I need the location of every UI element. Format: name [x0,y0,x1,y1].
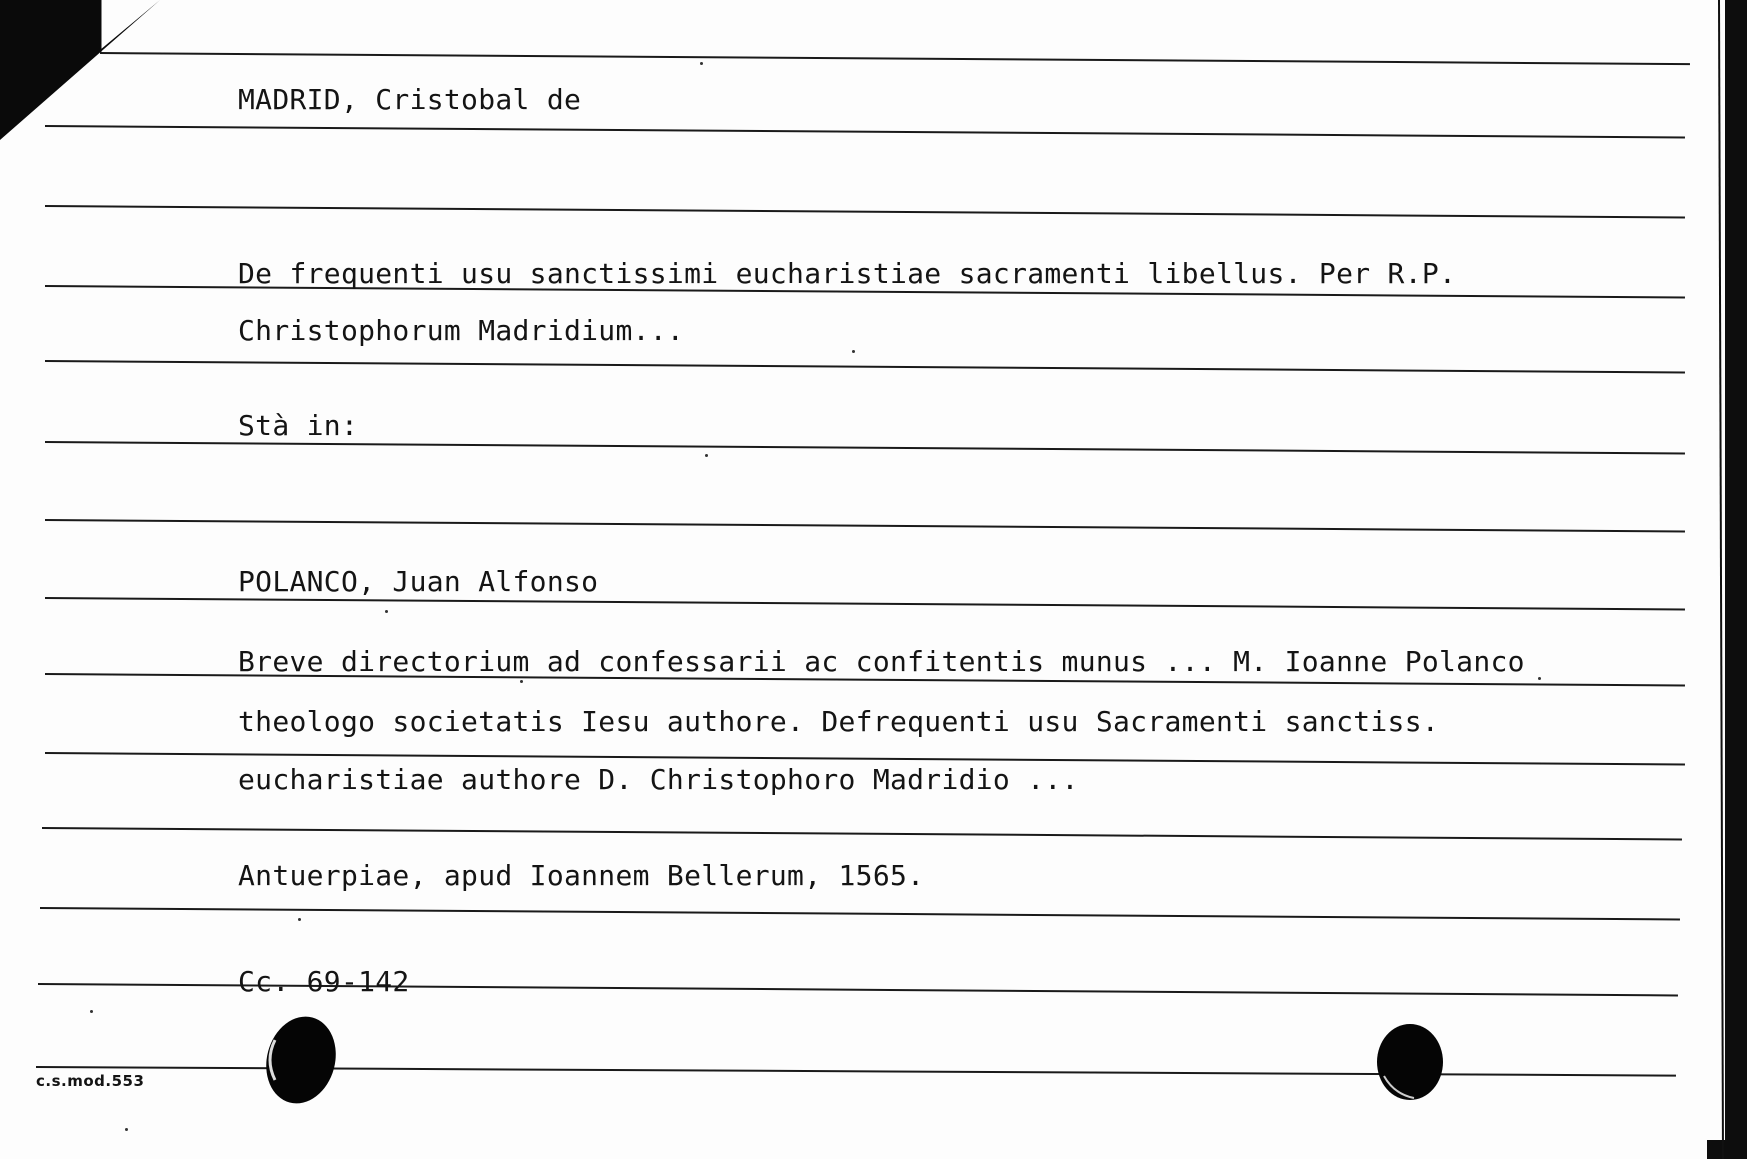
host-author-heading: POLANCO, Juan Alfonso [238,565,599,598]
shelf-mark: Cc. 69-142 [238,965,410,998]
host-title-line-3: eucharistiae authore D. Christophoro Madridio ... [238,763,1079,796]
card-corner-shadow [0,0,170,145]
title-line-2: Christophorum Madridium... [238,314,685,347]
punch-hole-left [255,1010,345,1110]
punch-hole-right [1370,1018,1450,1108]
contained-in-label: Stà in: [238,409,359,442]
card-right-edge [1707,0,1747,1159]
host-title-line-1: Breve directorium ad confessarii ac confitentis munus ... M. Ioanne Polanco [238,645,1525,678]
host-title-line-2: theologo societatis Iesu authore. Defrequenti usu Sacramenti sanctiss. [238,705,1440,738]
author-heading: MADRID, Cristobal de [238,83,582,116]
form-code: c.s.mod.553 [36,1072,145,1090]
title-line-1: De frequenti usu sanctissimi eucharistiae sacramenti libellus. Per R.P. [238,257,1457,290]
imprint: Antuerpiae, apud Ioannem Bellerum, 1565. [238,859,925,892]
